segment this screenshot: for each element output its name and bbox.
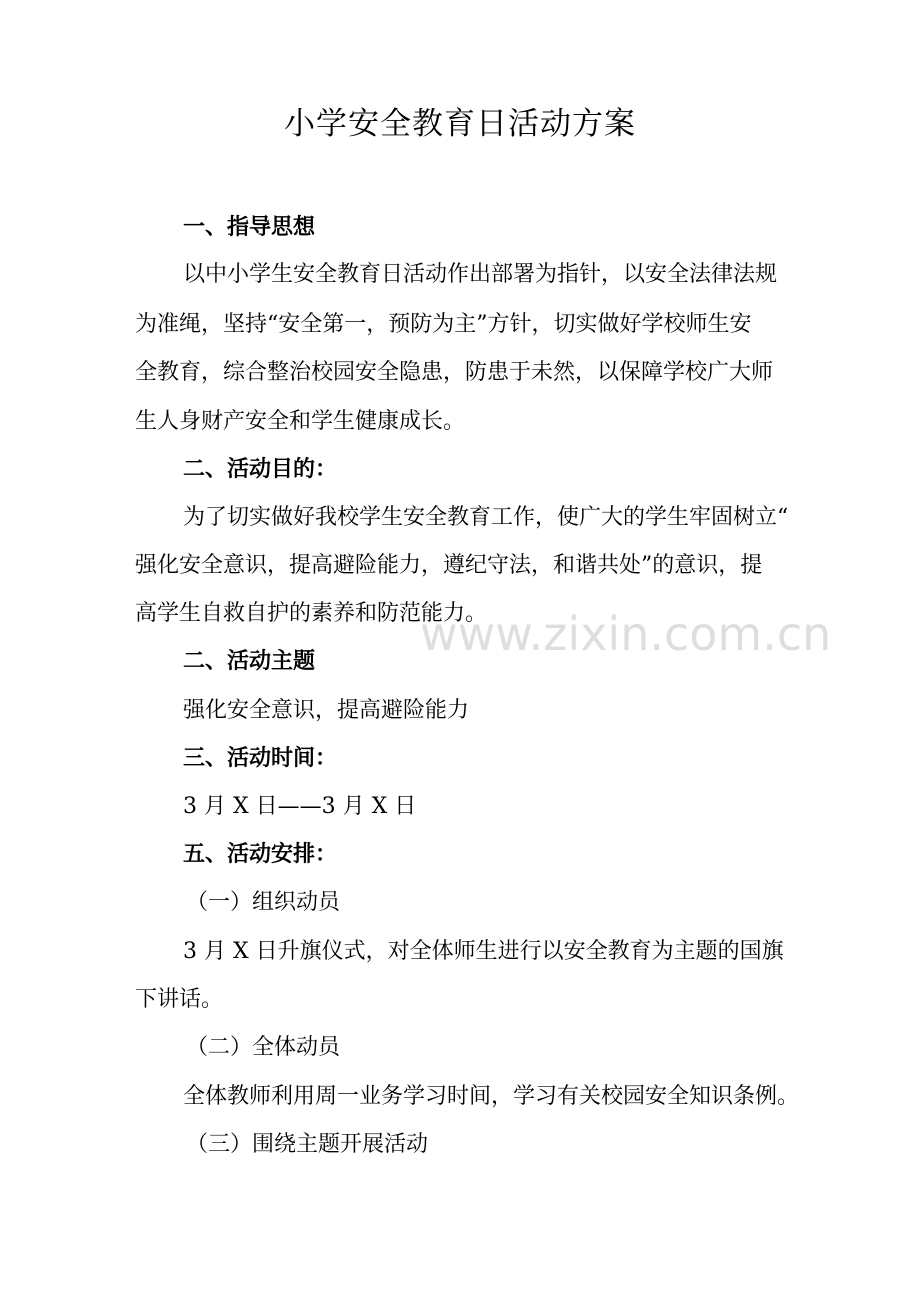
paragraph-line: 3 月 X 日升旗仪式，对全体师生进行以安全教育为主题的国旗 <box>183 939 784 964</box>
watermark: www.zixin.com.cn <box>420 607 832 661</box>
document-title: 小学安全教育日活动方案 <box>284 106 636 142</box>
paragraph-line: 为了切实做好我校学生安全教育工作，使广大的学生牢固树立“ <box>183 505 789 530</box>
paragraph-line: 强化安全意识，提高避险能力，遵纪守法，和谐共处”的意识，提 <box>135 553 763 578</box>
section-heading-guiding-thought: 一、指导思想 <box>183 215 316 240</box>
section-heading-purpose: 二、活动目的： <box>183 457 338 482</box>
paragraph-line: 3 月 X 日——3 月 X 日 <box>183 794 417 819</box>
paragraph-line: 以中小学生安全教育日活动作出部署为指针，以安全法律法规 <box>183 262 778 287</box>
section-heading-arrangement: 五、活动安排： <box>183 842 338 867</box>
paragraph-line: 强化安全意识，提高避险能力 <box>183 698 470 723</box>
section-heading-theme: 二、活动主题 <box>183 649 316 674</box>
paragraph-line: 高学生自救自护的素养和防范能力。 <box>135 601 488 626</box>
subsection-heading: （一）组织动员 <box>186 890 341 915</box>
paragraph-line: 下讲话。 <box>135 987 224 1012</box>
paragraph-line: 生人身财产安全和学生健康成长。 <box>135 409 466 434</box>
subsection-heading: （三）围绕主题开展活动 <box>186 1132 429 1157</box>
subsection-heading: （二）全体动员 <box>186 1035 341 1060</box>
paragraph-line: 为准绳，坚持“安全第一，预防为主”方针，切实做好学校师生安 <box>135 312 752 337</box>
section-heading-time: 三、活动时间： <box>183 746 338 771</box>
paragraph-line: 全体教师利用周一业务学习时间，学习有关校园安全知识条例。 <box>183 1084 800 1109</box>
paragraph-line: 全教育，综合整治校园安全隐患，防患于未然，以保障学校广大师 <box>135 360 774 385</box>
